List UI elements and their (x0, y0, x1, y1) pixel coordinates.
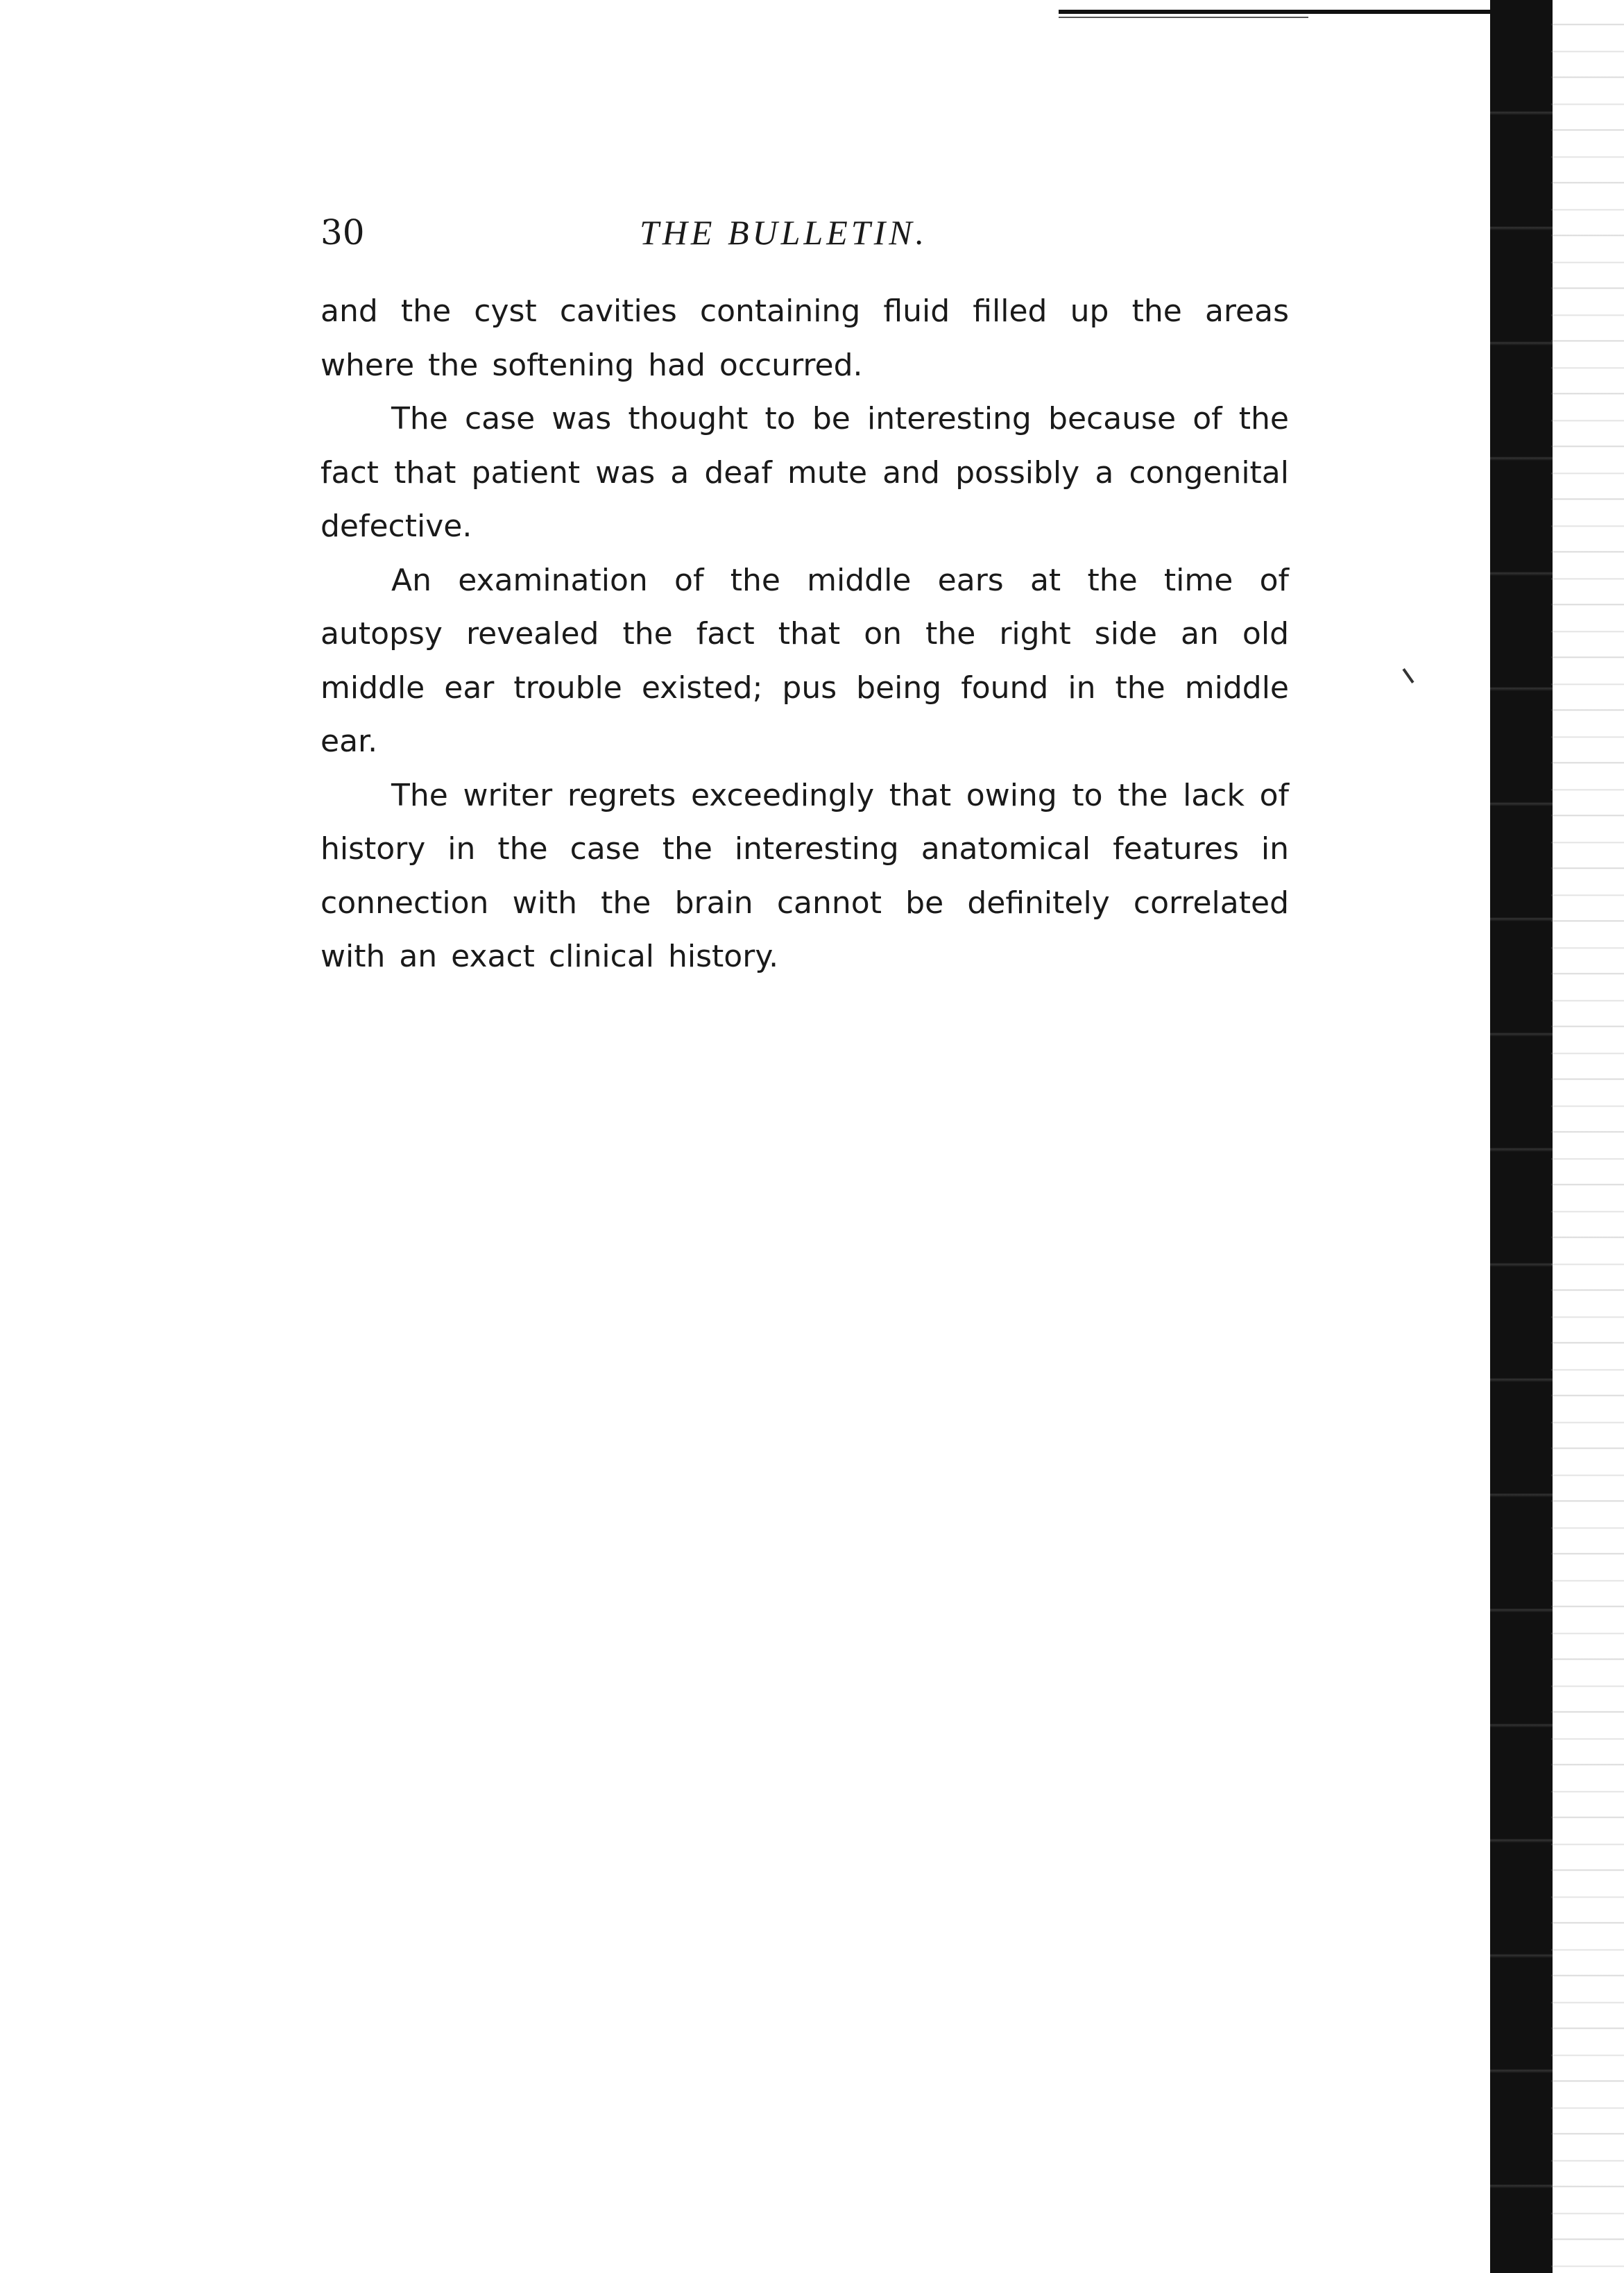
binding-edge-speckle (1551, 0, 1624, 2273)
top-edge-rule (1059, 10, 1503, 14)
page-number: 30 (320, 212, 365, 253)
binding-edge-shadow (1490, 0, 1553, 2273)
paragraph-examination: An examination of the middle ears at the time of autopsy revealed the fact that on the right side an old middle ear trouble existed; pus being found in the middle ear. (320, 562, 1289, 759)
paragraph-continuation: and the cyst cavities containing fluid filled up the areas where the softening had occurred. (320, 293, 1289, 383)
stray-ink-mark (1402, 668, 1414, 683)
body-text (320, 284, 1289, 984)
running-head: THE BULLETIN. (640, 213, 928, 252)
paragraph-interest: The case was thought to be interesting because of the fact that patient was a deaf mute and possibly a congenital defective. (320, 401, 1289, 544)
page-header (320, 205, 1289, 260)
paragraph-conclusion: The writer regrets exceedingly that owing to the lack of history in the case the interesting anatomical features in connection with the brain cannot be definitely correlated with an exact clinical history. (320, 777, 1289, 974)
top-edge-rule-thin (1059, 17, 1308, 18)
